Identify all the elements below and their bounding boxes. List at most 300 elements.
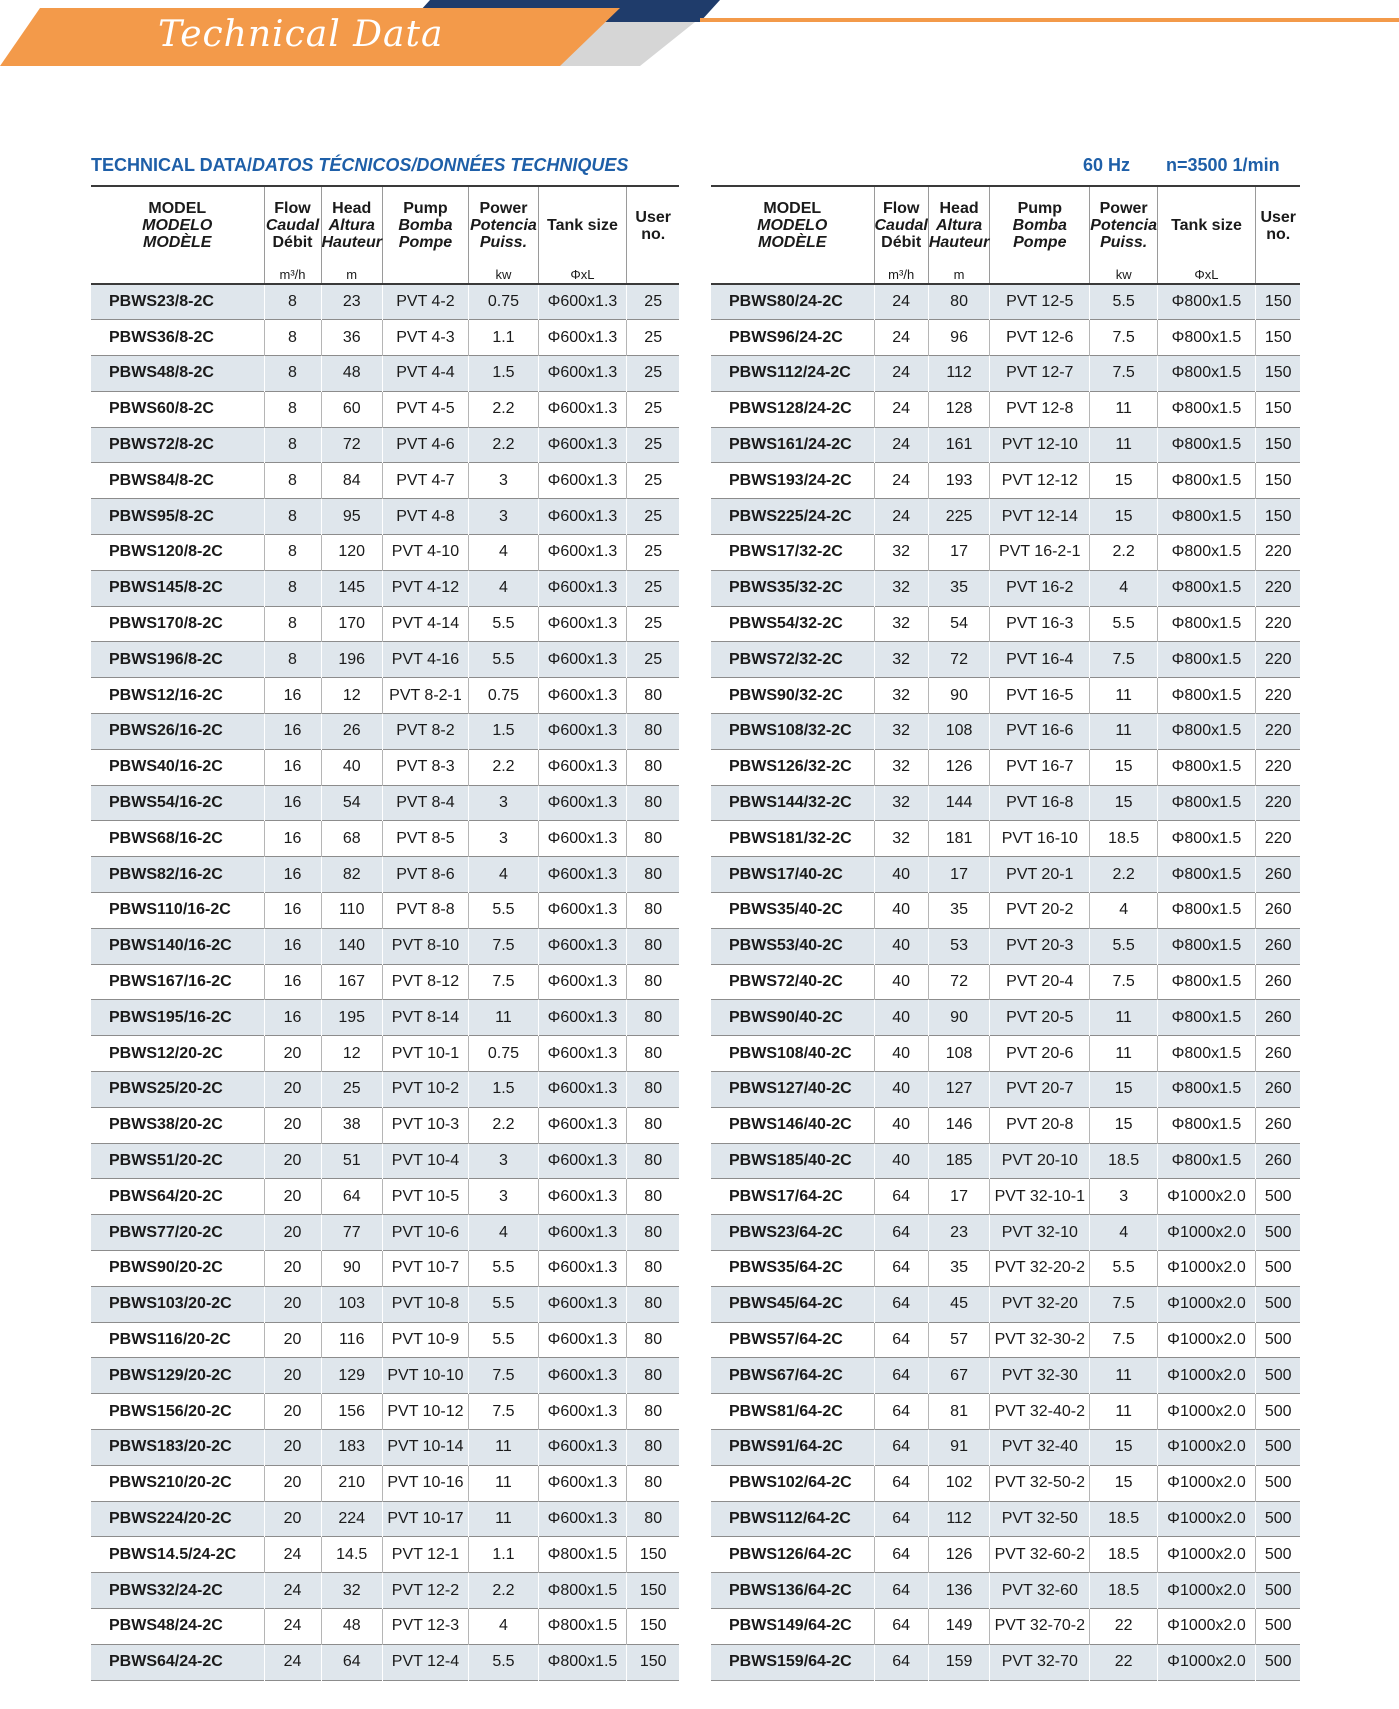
model-cell: PBWS170/8-2C — [109, 615, 223, 633]
model-cell: PBWS35/40-2C — [729, 901, 843, 919]
power-cell: 3 — [468, 1143, 538, 1179]
head-cell: 103 — [321, 1286, 382, 1322]
pump-cell: PVT 8-5 — [382, 821, 468, 857]
pump-cell: PVT 16-8 — [990, 785, 1090, 821]
tank-size-cell: Φ600x1.3 — [538, 928, 626, 964]
user-no-cell: 25 — [626, 463, 679, 499]
tank-size-cell: Φ600x1.3 — [538, 1430, 626, 1466]
tank-size-cell: Φ1000x2.0 — [1157, 1573, 1255, 1609]
tank-size-cell: Φ600x1.3 — [538, 1107, 626, 1143]
table-row — [711, 1215, 1300, 1251]
flow-cell: 64 — [874, 1322, 928, 1358]
pump-cell: PVT 10-14 — [382, 1430, 468, 1466]
pump-cell: PVT 10-16 — [382, 1465, 468, 1501]
pump-cell: PVT 20-1 — [990, 857, 1090, 893]
tank-size-cell: Φ800x1.5 — [538, 1573, 626, 1609]
model-cell: PBWS35/32-2C — [729, 579, 843, 597]
model-cell: PBWS90/40-2C — [729, 1008, 843, 1026]
tank-size-cell: Φ800x1.5 — [1157, 928, 1255, 964]
model-cell: PBWS45/64-2C — [729, 1295, 843, 1313]
pump-cell: PVT 10-9 — [382, 1322, 468, 1358]
head-cell: 120 — [321, 535, 382, 571]
power-cell: 3 — [468, 499, 538, 535]
flow-cell: 40 — [874, 964, 928, 1000]
section-title-en: TECHNICAL DATA/ — [91, 155, 252, 175]
power-cell: 11 — [468, 1465, 538, 1501]
flow-cell: 64 — [874, 1573, 928, 1609]
user-no-cell: 25 — [626, 391, 679, 427]
model-cell: PBWS210/20-2C — [109, 1474, 232, 1492]
model-cell: PBWS67/64-2C — [729, 1366, 843, 1384]
pump-cell: PVT 20-3 — [990, 928, 1090, 964]
user-no-cell: 80 — [626, 1286, 679, 1322]
flow-cell: 64 — [874, 1394, 928, 1430]
pump-cell: PVT 12-10 — [990, 427, 1090, 463]
model-cell: PBWS25/20-2C — [109, 1080, 223, 1098]
table-row — [91, 1036, 679, 1072]
head-cell: 84 — [321, 463, 382, 499]
model-cell: PBWS54/16-2C — [109, 794, 223, 812]
power-cell: 11 — [1090, 678, 1158, 714]
table-row — [91, 642, 679, 678]
power-cell: 11 — [1090, 1036, 1158, 1072]
power-cell: 7.5 — [1090, 1286, 1158, 1322]
user-no-cell: 150 — [1255, 320, 1300, 356]
table-row — [711, 570, 1300, 606]
model-cell: PBWS64/24-2C — [109, 1653, 223, 1671]
tank-size-cell: Φ600x1.3 — [538, 642, 626, 678]
power-cell: 18.5 — [1090, 1573, 1158, 1609]
pump-cell: PVT 8-12 — [382, 964, 468, 1000]
unit-tank: ΦxL — [538, 266, 626, 284]
tank-size-cell: Φ600x1.3 — [538, 1465, 626, 1501]
user-no-cell: 150 — [626, 1537, 679, 1573]
table-row — [91, 1215, 679, 1251]
flow-cell: 8 — [264, 606, 321, 642]
flow-cell: 16 — [264, 678, 321, 714]
model-cell: PBWS91/64-2C — [729, 1438, 843, 1456]
head-cell: 82 — [321, 857, 382, 893]
tank-size-cell: Φ600x1.3 — [538, 427, 626, 463]
user-no-cell: 80 — [626, 1394, 679, 1430]
head-cell: 112 — [928, 356, 989, 392]
tank-size-cell: Φ1000x2.0 — [1157, 1322, 1255, 1358]
tank-size-cell: Φ600x1.3 — [538, 535, 626, 571]
user-no-cell: 150 — [1255, 356, 1300, 392]
flow-cell: 20 — [264, 1465, 321, 1501]
pump-cell: PVT 20-2 — [990, 893, 1090, 929]
pump-cell: PVT 12-14 — [990, 499, 1090, 535]
flow-cell: 8 — [264, 499, 321, 535]
pump-cell: PVT 4-7 — [382, 463, 468, 499]
table-row — [91, 1251, 679, 1287]
power-cell: 15 — [1090, 499, 1158, 535]
user-no-cell: 150 — [626, 1644, 679, 1680]
head-cell: 90 — [928, 678, 989, 714]
model-cell: PBWS54/32-2C — [729, 615, 843, 633]
column-header-model: MODEL MODELO MODÈLE — [91, 186, 264, 266]
pump-cell: PVT 12-3 — [382, 1608, 468, 1644]
table-row — [91, 1358, 679, 1394]
unit-model — [711, 266, 874, 284]
tank-size-cell: Φ600x1.3 — [538, 320, 626, 356]
tank-size-cell: Φ800x1.5 — [538, 1608, 626, 1644]
pump-cell: PVT 32-70 — [990, 1644, 1090, 1680]
tank-size-cell: Φ800x1.5 — [1157, 391, 1255, 427]
table-row — [711, 928, 1300, 964]
pump-cell: PVT 20-10 — [990, 1143, 1090, 1179]
model-cell: PBWS224/20-2C — [109, 1509, 232, 1527]
tank-size-cell: Φ1000x2.0 — [1157, 1394, 1255, 1430]
tank-size-cell: Φ1000x2.0 — [1157, 1430, 1255, 1466]
user-no-cell: 80 — [626, 821, 679, 857]
table-row — [711, 356, 1300, 392]
column-header-power: Power Potencia Puiss. — [468, 186, 538, 266]
user-no-cell: 500 — [1255, 1179, 1300, 1215]
flow-cell: 20 — [264, 1036, 321, 1072]
power-cell: 7.5 — [1090, 1322, 1158, 1358]
flow-cell: 40 — [874, 1000, 928, 1036]
head-cell: 159 — [928, 1644, 989, 1680]
model-cell: PBWS195/16-2C — [109, 1008, 232, 1026]
head-cell: 108 — [928, 1036, 989, 1072]
power-cell: 5.5 — [1090, 284, 1158, 320]
power-cell: 7.5 — [468, 928, 538, 964]
pump-cell: PVT 32-50 — [990, 1501, 1090, 1537]
user-no-cell: 500 — [1255, 1286, 1300, 1322]
column-header-head: Head Altura Hauteur — [321, 186, 382, 266]
unit-pump — [382, 266, 468, 284]
model-cell: PBWS84/8-2C — [109, 471, 214, 489]
model-cell: PBWS38/20-2C — [109, 1116, 223, 1134]
head-cell: 72 — [321, 427, 382, 463]
flow-cell: 64 — [874, 1430, 928, 1466]
power-cell: 15 — [1090, 785, 1158, 821]
tank-size-cell: Φ800x1.5 — [1157, 1107, 1255, 1143]
flow-cell: 24 — [874, 284, 928, 320]
flow-cell: 24 — [874, 356, 928, 392]
user-no-cell: 500 — [1255, 1358, 1300, 1394]
model-cell: PBWS23/64-2C — [729, 1223, 843, 1241]
column-header-pump: Pump Bomba Pompe — [382, 186, 468, 266]
tank-size-cell: Φ800x1.5 — [1157, 427, 1255, 463]
table-row — [91, 964, 679, 1000]
page-title: Technical Data — [158, 14, 444, 55]
tank-size-cell: Φ600x1.3 — [538, 1215, 626, 1251]
user-no-cell: 500 — [1255, 1501, 1300, 1537]
user-no-cell: 260 — [1255, 1107, 1300, 1143]
power-cell: 4 — [468, 570, 538, 606]
model-cell: PBWS193/24-2C — [729, 471, 852, 489]
user-no-cell: 25 — [626, 642, 679, 678]
head-cell: 48 — [321, 356, 382, 392]
tank-size-cell: Φ800x1.5 — [1157, 1036, 1255, 1072]
column-header-user: User no. — [626, 186, 679, 266]
user-no-cell: 260 — [1255, 1072, 1300, 1108]
user-no-cell: 80 — [626, 714, 679, 750]
tank-size-cell: Φ800x1.5 — [1157, 964, 1255, 1000]
user-no-cell: 80 — [626, 1143, 679, 1179]
tank-size-cell: Φ800x1.5 — [1157, 785, 1255, 821]
flow-cell: 40 — [874, 893, 928, 929]
power-cell: 15 — [1090, 463, 1158, 499]
head-cell: 126 — [928, 749, 989, 785]
tank-size-cell: Φ800x1.5 — [1157, 749, 1255, 785]
model-cell: PBWS144/32-2C — [729, 794, 852, 812]
user-no-cell: 80 — [626, 1036, 679, 1072]
table-row — [91, 857, 679, 893]
power-cell: 15 — [1090, 1107, 1158, 1143]
power-cell: 5.5 — [468, 1322, 538, 1358]
flow-cell: 64 — [874, 1215, 928, 1251]
flow-cell: 8 — [264, 284, 321, 320]
table-row — [91, 893, 679, 929]
head-cell: 80 — [928, 284, 989, 320]
power-cell: 18.5 — [1090, 1501, 1158, 1537]
head-cell: 185 — [928, 1143, 989, 1179]
pump-cell: PVT 4-4 — [382, 356, 468, 392]
table-row — [711, 1465, 1300, 1501]
frequency-label: 60 Hz — [1083, 155, 1131, 175]
pump-cell: PVT 16-7 — [990, 749, 1090, 785]
power-cell: 11 — [1090, 427, 1158, 463]
power-cell: 2.2 — [468, 1107, 538, 1143]
table-row — [711, 678, 1300, 714]
column-header-tank: Tank size — [1157, 186, 1255, 266]
model-cell: PBWS181/32-2C — [729, 829, 852, 847]
table-row — [91, 320, 679, 356]
flow-cell: 64 — [874, 1286, 928, 1322]
tank-size-cell: Φ1000x2.0 — [1157, 1501, 1255, 1537]
user-no-cell: 260 — [1255, 1036, 1300, 1072]
power-cell: 15 — [1090, 1072, 1158, 1108]
power-cell: 15 — [1090, 1430, 1158, 1466]
pump-cell: PVT 10-4 — [382, 1143, 468, 1179]
head-cell: 195 — [321, 1000, 382, 1036]
flow-cell: 24 — [264, 1644, 321, 1680]
flow-cell: 32 — [874, 821, 928, 857]
model-cell: PBWS95/8-2C — [109, 507, 214, 525]
head-cell: 146 — [928, 1107, 989, 1143]
table-row — [91, 1394, 679, 1430]
user-no-cell: 25 — [626, 606, 679, 642]
header-banner — [0, 0, 1399, 80]
power-cell: 4 — [468, 857, 538, 893]
head-cell: 156 — [321, 1394, 382, 1430]
unit-user — [1255, 266, 1300, 284]
head-cell: 90 — [321, 1251, 382, 1287]
tank-size-cell: Φ1000x2.0 — [1157, 1537, 1255, 1573]
pump-cell: PVT 4-2 — [382, 284, 468, 320]
flow-cell: 16 — [264, 928, 321, 964]
model-cell: PBWS102/64-2C — [729, 1474, 852, 1492]
head-cell: 17 — [928, 1179, 989, 1215]
unit-model — [91, 266, 264, 284]
table-row — [711, 1072, 1300, 1108]
model-cell: PBWS64/20-2C — [109, 1187, 223, 1205]
pump-cell: PVT 12-8 — [990, 391, 1090, 427]
tank-size-cell: Φ600x1.3 — [538, 1000, 626, 1036]
table-row — [91, 1107, 679, 1143]
head-cell: 68 — [321, 821, 382, 857]
table-row — [91, 785, 679, 821]
user-no-cell: 220 — [1255, 714, 1300, 750]
tank-size-cell: Φ600x1.3 — [538, 1501, 626, 1537]
tank-size-cell: Φ1000x2.0 — [1157, 1358, 1255, 1394]
flow-cell: 16 — [264, 857, 321, 893]
table-row — [91, 1430, 679, 1466]
power-cell: 1.5 — [468, 356, 538, 392]
table-row — [711, 1000, 1300, 1036]
user-no-cell: 500 — [1255, 1608, 1300, 1644]
tank-size-cell: Φ800x1.5 — [1157, 642, 1255, 678]
flow-cell: 20 — [264, 1107, 321, 1143]
tank-size-cell: Φ1000x2.0 — [1157, 1608, 1255, 1644]
user-no-cell: 80 — [626, 1322, 679, 1358]
power-cell: 18.5 — [1090, 1143, 1158, 1179]
flow-cell: 32 — [874, 678, 928, 714]
table-row — [711, 284, 1300, 320]
flow-cell: 32 — [874, 642, 928, 678]
flow-cell: 8 — [264, 391, 321, 427]
flow-cell: 64 — [874, 1465, 928, 1501]
user-no-cell: 80 — [626, 1358, 679, 1394]
model-cell: PBWS167/16-2C — [109, 973, 232, 991]
flow-cell: 64 — [874, 1501, 928, 1537]
model-cell: PBWS72/40-2C — [729, 973, 843, 991]
table-row — [711, 1608, 1300, 1644]
head-cell: 54 — [321, 785, 382, 821]
table-row — [91, 1000, 679, 1036]
user-no-cell: 260 — [1255, 893, 1300, 929]
user-no-cell: 500 — [1255, 1322, 1300, 1358]
head-cell: 128 — [928, 391, 989, 427]
speed-label: n=3500 1/min — [1166, 155, 1280, 175]
flow-cell: 40 — [874, 857, 928, 893]
pump-cell: PVT 12-7 — [990, 356, 1090, 392]
head-cell: 196 — [321, 642, 382, 678]
power-cell: 22 — [1090, 1608, 1158, 1644]
flow-cell: 64 — [874, 1644, 928, 1680]
power-cell: 7.5 — [1090, 356, 1158, 392]
model-cell: PBWS48/8-2C — [109, 364, 214, 382]
flow-cell: 20 — [264, 1251, 321, 1287]
power-cell: 7.5 — [1090, 642, 1158, 678]
model-cell: PBWS81/64-2C — [729, 1402, 843, 1420]
pump-cell: PVT 16-10 — [990, 821, 1090, 857]
flow-cell: 20 — [264, 1286, 321, 1322]
flow-cell: 24 — [874, 320, 928, 356]
pump-cell: PVT 32-20-2 — [990, 1251, 1090, 1287]
model-cell: PBWS110/16-2C — [109, 901, 231, 919]
table-row — [711, 1179, 1300, 1215]
user-no-cell: 220 — [1255, 785, 1300, 821]
tank-size-cell: Φ800x1.5 — [1157, 535, 1255, 571]
power-cell: 5.5 — [1090, 606, 1158, 642]
head-cell: 17 — [928, 857, 989, 893]
column-header-flow: Flow Caudal Débit — [264, 186, 321, 266]
head-cell: 95 — [321, 499, 382, 535]
tank-size-cell: Φ1000x2.0 — [1157, 1465, 1255, 1501]
power-cell: 4 — [1090, 1215, 1158, 1251]
model-cell: PBWS126/64-2C — [729, 1545, 852, 1563]
model-cell: PBWS136/64-2C — [729, 1581, 852, 1599]
user-no-cell: 220 — [1255, 749, 1300, 785]
table-row — [91, 1573, 679, 1609]
head-cell: 116 — [321, 1322, 382, 1358]
user-no-cell: 500 — [1255, 1465, 1300, 1501]
table-row — [711, 821, 1300, 857]
head-cell: 23 — [928, 1215, 989, 1251]
tank-size-cell: Φ800x1.5 — [1157, 284, 1255, 320]
power-cell: 5.5 — [468, 606, 538, 642]
pump-cell: PVT 4-5 — [382, 391, 468, 427]
user-no-cell: 80 — [626, 964, 679, 1000]
flow-cell: 20 — [264, 1394, 321, 1430]
user-no-cell: 80 — [626, 1215, 679, 1251]
user-no-cell: 220 — [1255, 606, 1300, 642]
pump-cell: PVT 4-8 — [382, 499, 468, 535]
power-cell: 4 — [468, 1215, 538, 1251]
power-cell: 5.5 — [468, 1644, 538, 1680]
pump-cell: PVT 8-14 — [382, 1000, 468, 1036]
user-no-cell: 220 — [1255, 678, 1300, 714]
head-cell: 51 — [321, 1143, 382, 1179]
pump-cell: PVT 16-3 — [990, 606, 1090, 642]
table-row — [91, 1286, 679, 1322]
flow-cell: 64 — [874, 1179, 928, 1215]
pump-cell: PVT 8-2 — [382, 714, 468, 750]
power-cell: 11 — [468, 1000, 538, 1036]
flow-cell: 20 — [264, 1072, 321, 1108]
model-cell: PBWS80/24-2C — [729, 293, 843, 311]
table-row — [91, 499, 679, 535]
pump-cell: PVT 8-4 — [382, 785, 468, 821]
model-cell: PBWS90/20-2C — [109, 1259, 223, 1277]
power-cell: 1.5 — [468, 714, 538, 750]
pump-cell: PVT 4-12 — [382, 570, 468, 606]
section-title-es-fr: DATOS TÉCNICOS/DONNÉES TECHNIQUES — [252, 155, 629, 175]
head-cell: 183 — [321, 1430, 382, 1466]
power-cell: 18.5 — [1090, 1537, 1158, 1573]
power-cell: 11 — [1090, 1000, 1158, 1036]
table-body — [91, 284, 679, 1680]
pump-cell: PVT 8-3 — [382, 749, 468, 785]
flow-cell: 16 — [264, 749, 321, 785]
table-row — [711, 499, 1300, 535]
head-cell: 145 — [321, 570, 382, 606]
power-cell: 5.5 — [468, 1286, 538, 1322]
flow-cell: 8 — [264, 320, 321, 356]
table-row — [711, 964, 1300, 1000]
tank-size-cell: Φ600x1.3 — [538, 391, 626, 427]
pump-cell: PVT 12-1 — [382, 1537, 468, 1573]
user-no-cell: 25 — [626, 320, 679, 356]
unit-flow: m³/h — [874, 266, 928, 284]
table-row — [91, 714, 679, 750]
power-cell: 2.2 — [1090, 535, 1158, 571]
head-cell: 23 — [321, 284, 382, 320]
tank-size-cell: Φ600x1.3 — [538, 606, 626, 642]
flow-cell: 20 — [264, 1215, 321, 1251]
power-cell: 3 — [468, 821, 538, 857]
head-cell: 45 — [928, 1286, 989, 1322]
flow-cell: 24 — [874, 427, 928, 463]
model-cell: PBWS128/24-2C — [729, 400, 852, 418]
table-row — [91, 570, 679, 606]
user-no-cell: 25 — [626, 427, 679, 463]
tank-size-cell: Φ600x1.3 — [538, 284, 626, 320]
